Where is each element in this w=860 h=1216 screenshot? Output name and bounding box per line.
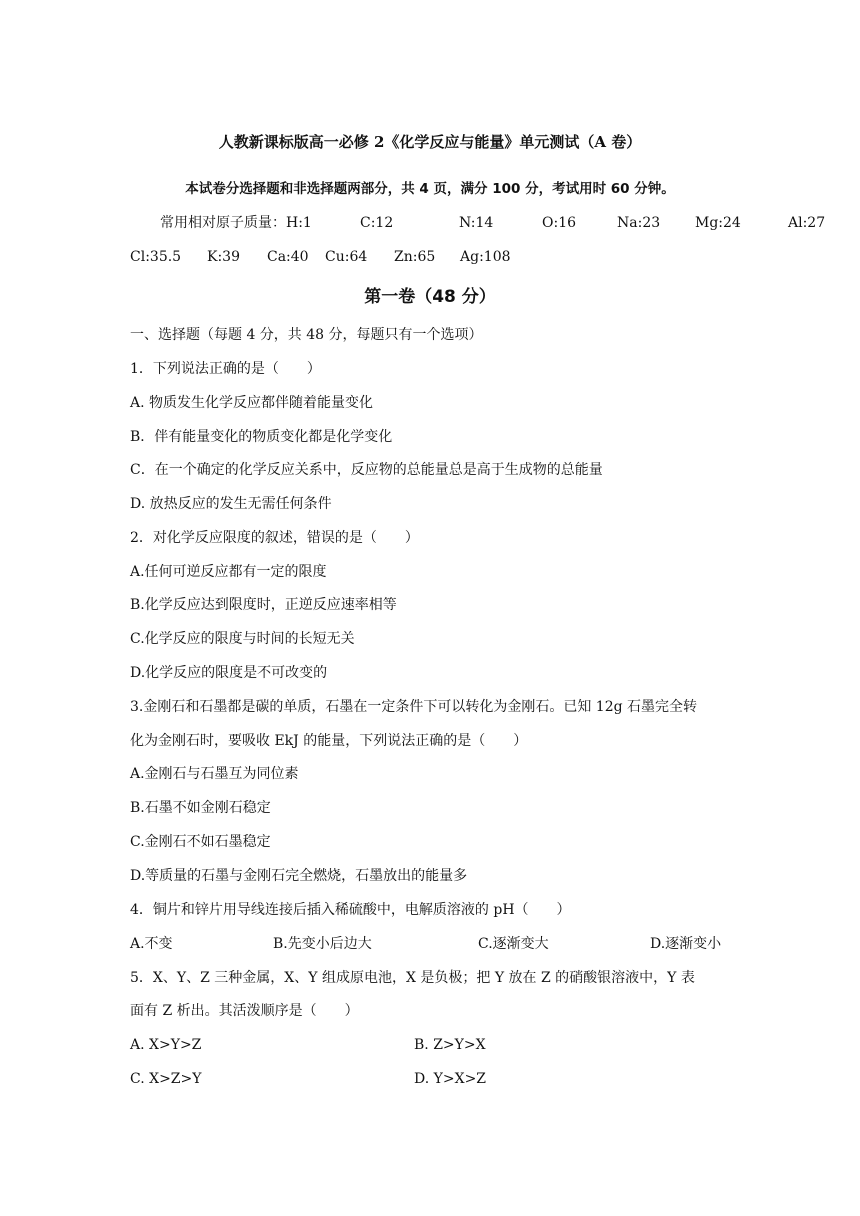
question-3-option-b: B.石墨不如金刚石稳定: [130, 800, 271, 816]
question-1-option-a: A. 物质发生化学反应都伴随着能量变化: [130, 395, 374, 411]
question-3-option-a: A.金刚石与石墨互为同位素: [130, 766, 299, 782]
question-4-option-d: D.逐渐变小: [650, 936, 722, 952]
atomic-mass-entry: Zn:65: [394, 249, 436, 265]
question-1-option-d: D. 放热反应的发生无需任何条件: [130, 496, 332, 512]
atomic-mass-entry: N:14: [459, 215, 494, 231]
atomic-mass-entry: Ca:40: [267, 249, 309, 265]
question-4-stem: 4．铜片和锌片用导线连接后插入稀硫酸中，电解质溶液的 pH（ ）: [130, 902, 571, 918]
atomic-mass-entry: C:12: [360, 215, 394, 231]
question-2-option-d: D.化学反应的限度是不可改变的: [130, 665, 328, 681]
atomic-mass-entry: Cl:35.5: [130, 249, 182, 265]
question-4-option-c: C.逐渐变大: [478, 936, 549, 952]
question-5-stem-line-2: 面有 Z 析出。其活泼顺序是（ ）: [130, 1003, 359, 1019]
atomic-mass-entry: Mg:24: [695, 215, 741, 231]
atomic-mass-entry: Na:23: [617, 215, 661, 231]
question-2-option-b: B.化学反应达到限度时，正逆反应速率相等: [130, 597, 397, 613]
question-5-option-a: A. X>Y>Z: [130, 1037, 202, 1053]
question-5-option-c: C. X>Z>Y: [130, 1071, 202, 1087]
exam-instructions: 本试卷分选择题和非选择题两部分，共 4 页，满分 100 分，考试用时 60 分钟。: [185, 181, 675, 197]
question-4-option-b: B.先变小后边大: [273, 936, 372, 952]
atomic-mass-entry: K:39: [207, 249, 240, 265]
question-3-option-d: D.等质量的石墨与金刚石完全燃烧，石墨放出的能量多: [130, 868, 468, 884]
atomic-mass-entry: Ag:108: [460, 249, 511, 265]
question-4-option-a: A.不变: [130, 936, 173, 952]
question-2-option-c: C.化学反应的限度与时间的长短无关: [130, 631, 355, 647]
question-2-stem: 2．对化学反应限度的叙述，错误的是（ ）: [130, 530, 419, 546]
question-1-option-c: C．在一个确定的化学反应关系中，反应物的总能量总是高于生成物的总能量: [130, 462, 603, 478]
section-title: 第一卷（48 分）: [364, 287, 496, 307]
question-3-stem-line-2: 化为金刚石时，要吸收 EkJ 的能量，下列说法正确的是（ ）: [130, 733, 528, 749]
question-3-stem-line-1: 3.金刚石和石墨都是碳的单质，石墨在一定条件下可以转化为金刚石。已知 12g 石墨完全转: [130, 699, 698, 715]
atomic-mass-entry: Cu:64: [325, 249, 368, 265]
atomic-masses-label: 常用相对原子质量：H:1: [160, 215, 312, 231]
question-5-stem-line-1: 5．X、Y、Z 三种金属，X、Y 组成原电池，X 是负极；把 Y 放在 Z 的硝酸银溶液中，Y 表: [130, 970, 695, 986]
document-title: 人教新课标版高一必修 2《化学反应与能量》单元测试（A 卷）: [218, 133, 642, 151]
atomic-mass-entry: O:16: [542, 215, 577, 231]
question-1-option-b: B．伴有能量变化的物质变化都是化学变化: [130, 429, 393, 445]
question-3-option-c: C.金刚石不如石墨稳定: [130, 834, 271, 850]
question-5-option-d: D. Y>X>Z: [414, 1071, 487, 1087]
question-2-option-a: A.任何可逆反应都有一定的限度: [130, 564, 327, 580]
atomic-mass-entry: Al:27: [788, 215, 826, 231]
section-instructions: 一、选择题（每题 4 分，共 48 分，每题只有一个选项）: [130, 327, 483, 343]
question-1-stem: 1．下列说法正确的是（ ）: [130, 361, 321, 377]
question-5-option-b: B. Z>Y>X: [414, 1037, 486, 1053]
